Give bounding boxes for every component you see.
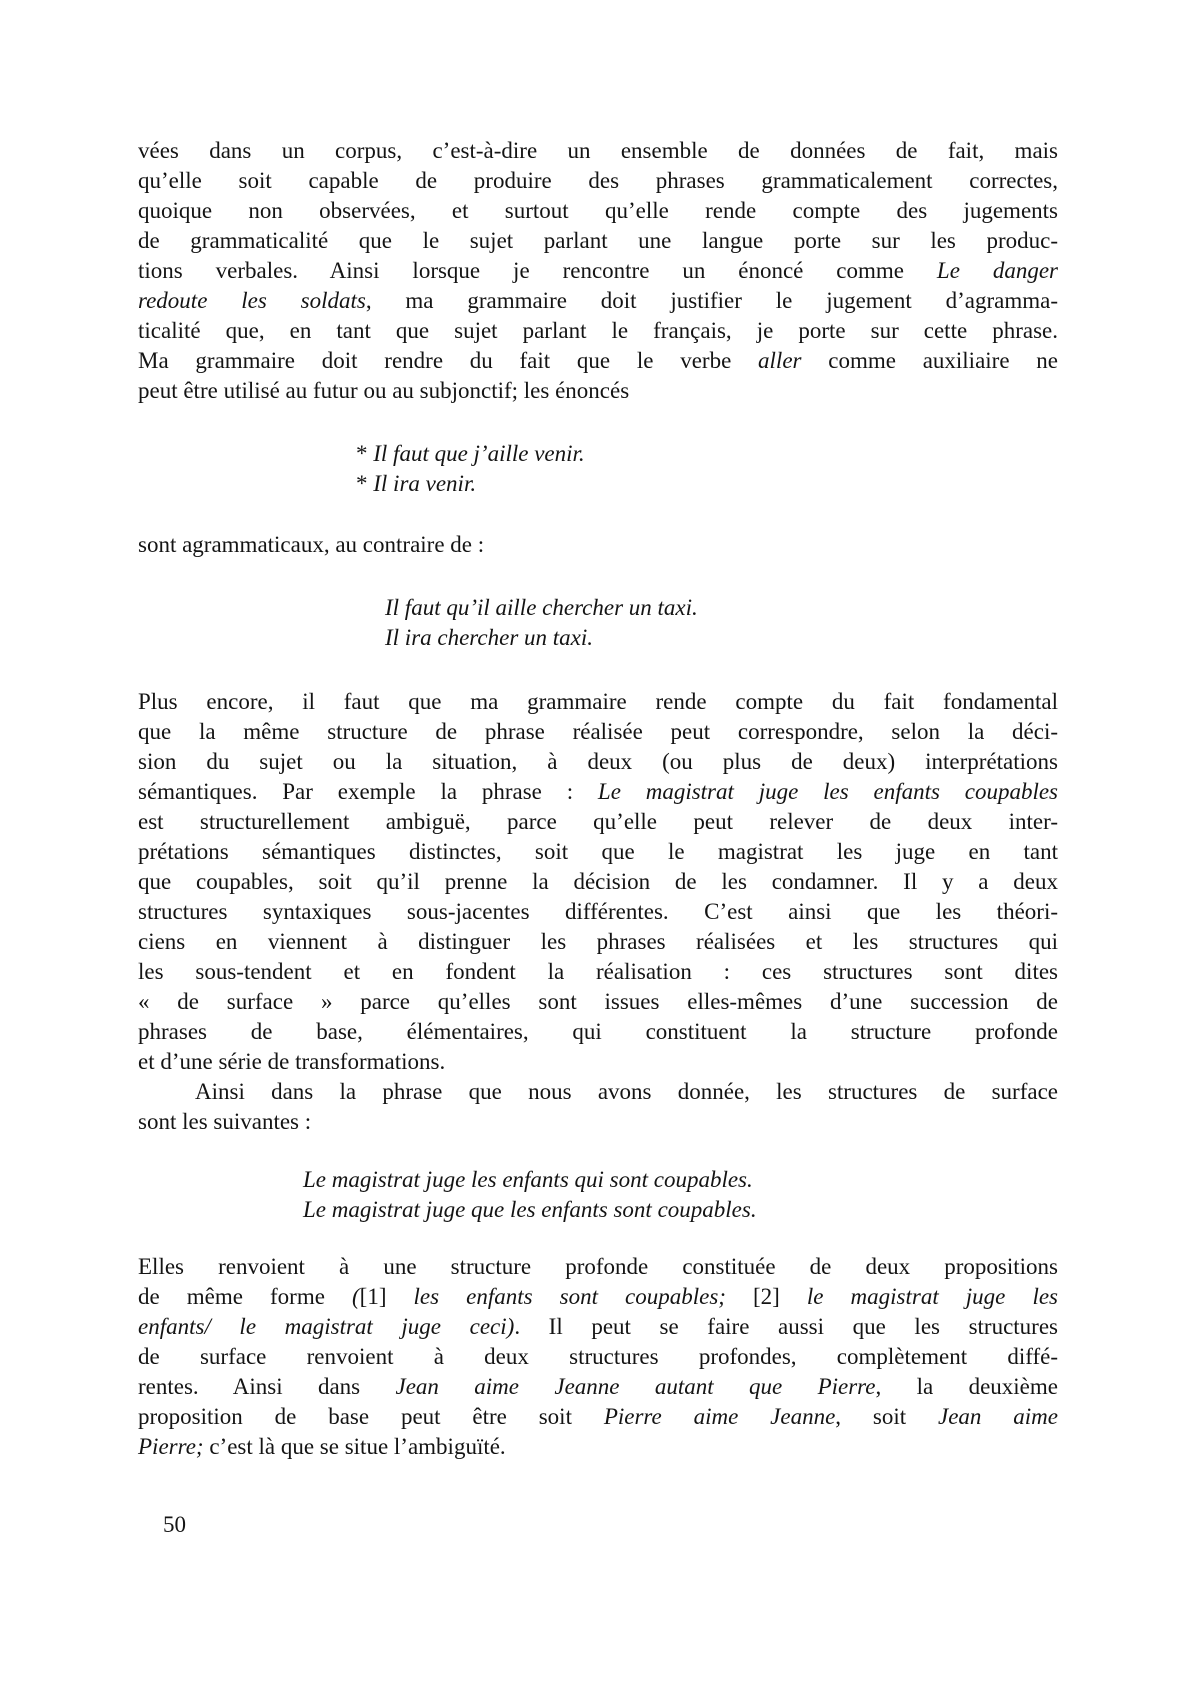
example-block-1 [356, 439, 1058, 499]
text-line: prétations sémantiques distinctes, soit que le magistrat les juge en tant [138, 839, 1058, 864]
text-line: Le magistrat juge les enfants qui sont coupables. [303, 1167, 753, 1192]
text-line: Il ira chercher un taxi. [385, 625, 594, 650]
text-line: * Il ira venir. [356, 471, 477, 496]
text-line: Elles renvoient à une structure profonde constituée de deux propositions [138, 1254, 1058, 1279]
text-line: sont agrammaticaux, au contraire de : [138, 532, 485, 557]
text-line: structures syntaxiques sous-jacentes différentes. C’est ainsi que les théori- [138, 899, 1058, 924]
text-line: que coupables, soit qu’il prenne la décision de les condamner. Il y a deux [138, 869, 1058, 894]
text-line: ciens en viennent à distinguer les phrases réalisées et les structures qui [138, 929, 1058, 954]
text-line: Ainsi dans la phrase que nous avons donnée, les structures de surface [195, 1079, 1058, 1104]
text-line: que la même structure de phrase réalisée peut correspondre, selon la déci- [138, 719, 1058, 744]
text-line: enfants/ le magistrat juge ceci). Il peut se faire aussi que les structures [138, 1314, 1059, 1339]
text-line: Il faut qu’il aille chercher un taxi. [385, 595, 698, 620]
paragraph-1 [138, 136, 1058, 406]
example-block-2 [385, 593, 1058, 653]
text-line: rentes. Ainsi dans Jean aime Jeanne autant que Pierre, la deuxième [138, 1374, 1058, 1399]
text-line: « de surface » parce qu’elles sont issues elles-mêmes d’une succession de [138, 989, 1058, 1014]
text-line: sémantiques. Par exemple la phrase : Le magistrat juge les enfants coupables [138, 779, 1058, 804]
text-line: quoique non observées, et surtout qu’elle rende compte des jugements [138, 198, 1058, 223]
paragraph-3 [138, 687, 1058, 1077]
text-line: sion du sujet ou la situation, à deux (ou plus de deux) interprétations [138, 749, 1058, 774]
text-line: est structurellement ambiguë, parce qu’elle peut relever de deux inter- [138, 809, 1058, 834]
paragraph-4 [138, 1077, 1058, 1137]
text-line: * Il faut que j’aille venir. [356, 441, 585, 466]
paragraph-2 [138, 530, 1058, 560]
text-line: tions verbales. Ainsi lorsque je rencontre un énoncé comme Le danger [138, 258, 1058, 283]
text-line: vées dans un corpus, c’est-à-dire un ensemble de données de fait, mais [138, 138, 1058, 163]
example-block-3 [303, 1165, 1058, 1225]
text-line: les sous-tendent et en fondent la réalisation : ces structures sont dites [138, 959, 1058, 984]
text-line: Plus encore, il faut que ma grammaire rende compte du fait fondamental [138, 689, 1058, 714]
text-line: Le magistrat juge que les enfants sont coupables. [303, 1197, 757, 1222]
paragraph-5 [138, 1252, 1058, 1462]
text-line: proposition de base peut être soit Pierre aime Jeanne, soit Jean aime [138, 1404, 1058, 1429]
text-line: et d’une série de transformations. [138, 1049, 446, 1074]
text-line: de même forme ([1] les enfants sont coupables; [2] le magistrat juge les [138, 1284, 1058, 1309]
text-line: Pierre; c’est là que se situe l’ambiguïté. [138, 1434, 506, 1459]
page-number: 50 [163, 1512, 186, 1537]
text-line: Ma grammaire doit rendre du fait que le verbe aller comme auxiliaire ne [138, 348, 1058, 373]
text-line: de grammaticalité que le sujet parlant une langue porte sur les produc- [138, 228, 1058, 253]
text-line: sont les suivantes : [138, 1109, 312, 1134]
text-line: de surface renvoient à deux structures profondes, complètement diffé- [138, 1344, 1058, 1369]
text-line: phrases de base, élémentaires, qui constituent la structure profonde [138, 1019, 1058, 1044]
page-content [138, 136, 1058, 1462]
text-line: qu’elle soit capable de produire des phrases grammaticalement correctes, [138, 168, 1058, 193]
text-line: redoute les soldats, ma grammaire doit justifier le jugement d’agramma- [138, 288, 1058, 313]
text-line: ticalité que, en tant que sujet parlant le français, je porte sur cette phrase. [138, 318, 1058, 343]
text-line: peut être utilisé au futur ou au subjonctif; les énoncés [138, 378, 630, 403]
